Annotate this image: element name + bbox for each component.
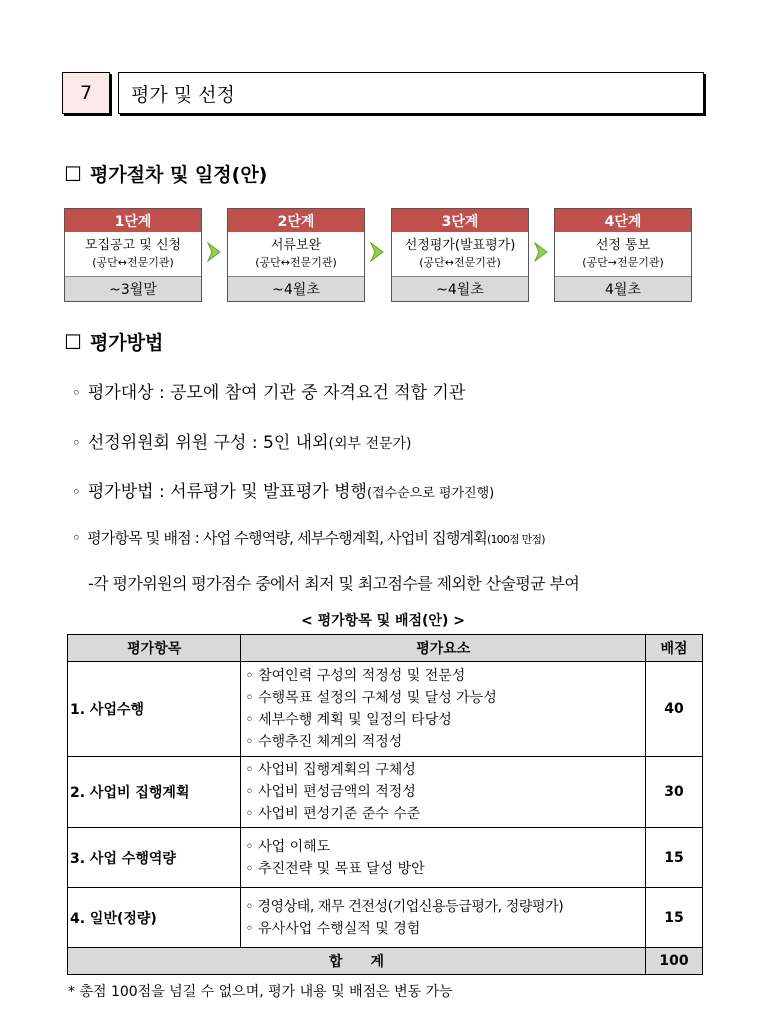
total-score: 100 [646,948,703,975]
bullet-icon: ◦ [245,668,254,684]
element-line [245,759,645,781]
element-line [245,709,645,731]
table-row [68,828,703,888]
table-header-row [68,635,703,662]
element-line [245,803,645,825]
element-text: 세부수행 계획 및 일정의 타당성 [258,712,452,728]
step-1 [64,208,202,302]
table-total-row [68,948,703,975]
step-stage: 4단계 [555,209,691,232]
bullet-text: 선정위원회 위원 구성 : 5인 내외 [87,433,329,453]
bullet-icon: ◦ [72,434,81,452]
step-sub: (공단→전문기관) [582,256,664,269]
evaluation-table [67,634,703,975]
bullet-icon: ◦ [245,920,254,937]
method-bullet [72,428,412,453]
method-heading-text: 평가방법 [89,332,164,354]
bullet-icon: ◦ [245,734,254,750]
step-sub: (공단↔전문기관) [255,256,337,269]
bullet-icon: ◦ [72,483,81,501]
bullet-icon: ◦ [245,838,254,855]
step-name: 모집공고 및 신청 [84,238,182,253]
bullet-text: 평가항목 및 배점 : 사업 수행역량, 세부수행계획, 사업비 집행계획 [87,529,487,547]
element-text: 경영상태, 재무 건전성(기업신용등급평가, 정량평가) [257,898,564,915]
row-score: 15 [646,888,703,948]
row-score: 40 [646,662,703,757]
bullet-icon: ◦ [245,898,254,915]
footnote: * 총점 100점을 넘길 수 없으며, 평가 내용 및 배점은 변동 가능 [68,984,453,1000]
step-sub: (공단↔전문기관) [92,256,174,269]
method-heading [64,328,163,355]
element-line [245,781,645,803]
step-name: 서류보완 [270,238,322,253]
total-label: 합 계 [68,948,646,975]
step-sub: (공단↔전문기관) [419,256,501,269]
row-elements [241,888,646,948]
method-subline: -각 평가위원의 평가점수 중에서 최저 및 최고점수를 제외한 산술평균 부여 [88,574,580,593]
element-text: 수행목표 설정의 구체성 및 달성 가능성 [258,690,497,706]
step-body [392,232,528,277]
header-item: 평가항목 [68,635,241,662]
element-line [245,665,645,687]
element-text: 사업비 편성금액의 적정성 [258,784,416,800]
section-number: 7 [62,72,110,114]
step-time: ~4월초 [392,277,528,301]
table-row [68,888,703,948]
step-stage: 1단계 [65,209,201,232]
step-4 [554,208,692,302]
element-text: 추진전략 및 목표 달성 방안 [258,860,425,877]
element-line [245,918,645,940]
step-body [555,232,691,277]
checkbox-icon: ☐ [64,161,82,186]
bullet-note: (100점 만점) [486,533,545,546]
section-title: 평가 및 선정 [118,72,704,114]
row-item: 2. 사업비 집행계획 [68,757,241,828]
checkbox-icon: ☐ [64,329,82,354]
bullet-icon: ◦ [245,690,254,706]
row-score: 15 [646,828,703,888]
schedule-heading-text: 평가절차 및 일정(안) [89,164,268,186]
row-score: 30 [646,757,703,828]
header-elements: 평가요소 [241,635,646,662]
header-score: 배점 [646,635,703,662]
bullet-note: (접수순으로 평가진행) [366,486,495,501]
step-stage: 3단계 [392,209,528,232]
bullet-text: 평가방법 : 서류평가 및 발표평가 병행 [87,482,367,502]
element-line [245,687,645,709]
step-time: ~3월말 [65,277,201,301]
element-line [245,836,645,858]
table-row [68,757,703,828]
schedule-heading [64,160,267,187]
row-elements [241,757,646,828]
row-item: 1. 사업수행 [68,662,241,757]
bullet-icon: ◦ [72,529,81,547]
step-body [228,232,364,277]
bullet-icon: ◦ [245,762,254,778]
arrow-right-icon [369,241,385,263]
table-row [68,662,703,757]
bullet-note: (외부 전문가) [328,436,412,452]
step-3 [391,208,529,302]
bullet-icon: ◦ [72,384,81,402]
row-elements [241,828,646,888]
arrow-right-icon [533,241,549,263]
element-text: 사업비 집행계획의 구체성 [258,762,416,778]
step-stage: 2단계 [228,209,364,232]
step-2 [227,208,365,302]
step-name: 선정 통보 [595,238,651,253]
method-bullet [72,477,494,502]
bullet-icon: ◦ [245,806,254,822]
step-time: 4월초 [555,277,691,301]
bullet-text: 평가대상 : 공모에 참여 기관 중 자격요건 적합 기관 [87,383,466,403]
element-text: 사업 이해도 [258,838,331,855]
arrow-right-icon [206,241,222,263]
step-time: ~4월초 [228,277,364,301]
element-line [245,896,645,918]
element-line [245,731,645,753]
element-text: 유사사업 수행실적 및 경험 [258,920,421,937]
element-text: 수행추진 체계의 적정성 [258,734,403,750]
step-name: 선정평가(발표평가) [404,238,516,253]
row-elements [241,662,646,757]
element-line [245,858,645,880]
element-text: 참여인력 구성의 적정성 및 전문성 [258,668,466,684]
method-bullet [72,527,545,548]
row-item: 4. 일반(정량) [68,888,241,948]
element-text: 사업비 편성기준 준수 수준 [258,806,421,822]
bullet-icon: ◦ [245,712,254,728]
row-item: 3. 사업 수행역량 [68,828,241,888]
section-header [62,72,704,114]
method-bullet [72,378,465,403]
bullet-icon: ◦ [245,784,254,800]
table-caption: < 평가항목 및 배점(안) > [301,613,465,629]
bullet-icon: ◦ [245,860,254,877]
step-body [65,232,201,277]
